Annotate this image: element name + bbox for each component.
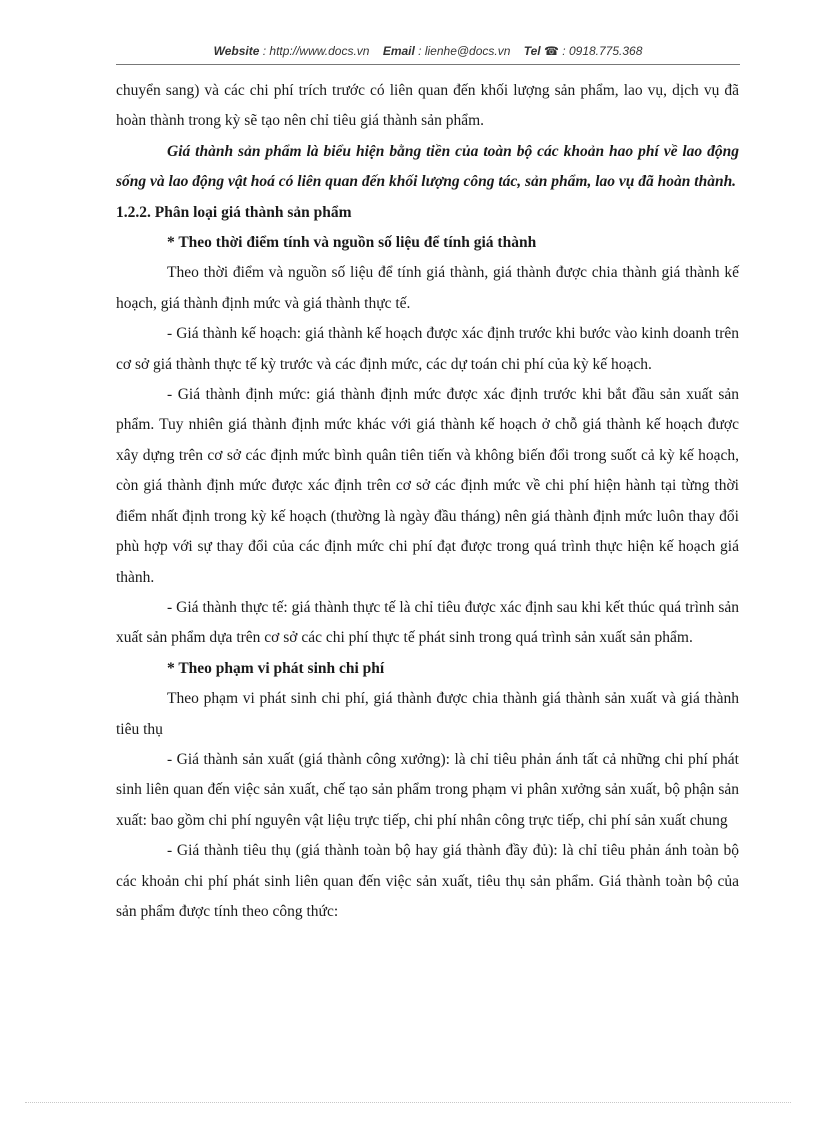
subheading-time-source: * Theo thời điểm tính và nguồn số liệu để tính giá thành	[167, 234, 537, 252]
paragraph-full-cost: - Giá thành tiêu thụ (giá thành toàn bộ hay giá thành đầy đủ): là chỉ tiêu phản ánh toàn bộ các khoản chi phí phát sinh liên quan đến việc sản xuất, tiêu thụ sản phẩm. Giá thành toàn bộ của sản phẩm được tính theo công thức:	[116, 842, 739, 920]
paragraph-planned-cost: - Giá thành kế hoạch: giá thành kế hoạch được xác định trước khi bước vào kinh doanh trên cơ sở giá thành thực tế kỳ trước và các định mức, các dự toán chi phí của kỳ kế hoạch.	[116, 325, 739, 373]
email-label: Email	[382, 44, 415, 58]
section-heading: 1.2.2. Phân loại giá thành sản phẩm	[116, 203, 352, 221]
document-body	[116, 76, 739, 927]
tel-value: : 0918.775.368	[562, 44, 643, 58]
website-label: Website	[213, 44, 260, 58]
phone-icon: ☎	[544, 44, 559, 58]
paragraph-production-cost: - Giá thành sản xuất (giá thành công xưởng): là chỉ tiêu phản ánh tất cả những chi phí phát sinh liên quan đến việc sản xuất, chế tạo sản phẩm trong phạm vi phân xưởng sản xuất, bộ phận sản xuất: bao gồm chi phí nguyên vật liệu trực tiếp, chi phí nhân công trực tiếp, chi phí sản xuất chung	[116, 750, 739, 829]
paragraph-classification-intro: Theo thời điểm và nguồn số liệu để tính giá thành, giá thành được chia thành giá thành kế hoạch, giá thành định mức và giá thành thực tế.	[116, 264, 739, 312]
tel-label: Tel	[523, 44, 541, 58]
paragraph-continuation: chuyển sang) và các chi phí trích trước có liên quan đến khối lượng sản phẩm, lao vụ, dịch vụ đã hoàn thành trong kỳ sẽ tạo nên chỉ tiêu giá thành sản phẩm.	[116, 82, 739, 130]
paragraph-scope-intro: Theo phạm vi phát sinh chi phí, giá thành được chia thành giá thành sản xuất và giá thành tiêu thụ	[116, 690, 739, 738]
subheading-cost-scope: * Theo phạm vi phát sinh chi phí	[167, 659, 385, 677]
email-value: : lienhe@docs.vn	[418, 44, 511, 58]
website-url: : http://www.docs.vn	[262, 44, 370, 58]
footer-divider	[25, 1102, 791, 1103]
paragraph-standard-cost: - Giá thành định mức: giá thành định mức được xác định trước khi bắt đầu sản xuất sản phẩm. Tuy nhiên giá thành định mức khác với giá thành kế hoạch ở chỗ giá thành kế hoạch được xây dựng trên cơ sở các định mức bình quân tiên tiến và không biến đổi trong suốt cả kỳ kế hoạch, còn giá thành định mức được xác định trên cơ sở các định mức về chi phí hiện hành tại từng thời điểm nhất định trong kỳ kế hoạch (thường là ngày đầu tháng) nên giá thành định mức luôn thay đổi phù hợp với sự thay đổi của các định mức chi phí đạt được trong quá trình thực hiện kế hoạch giá thành.	[116, 386, 739, 586]
header-divider	[116, 64, 740, 65]
page-header	[116, 44, 740, 58]
paragraph-actual-cost: - Giá thành thực tế: giá thành thực tế là chỉ tiêu được xác định sau khi kết thúc quá trình sản xuất sản phẩm dựa trên cơ sở các chi phí thực tế phát sinh trong quá trình sản xuất sản phẩm.	[116, 598, 739, 647]
definition-paragraph: Giá thành sản phẩm là biểu hiện bằng tiền của toàn bộ các khoản hao phí về lao động sống và lao động vật hoá có liên quan đến khối lượng công tác, sản phẩm, lao vụ đã hoàn thành.	[116, 142, 739, 191]
